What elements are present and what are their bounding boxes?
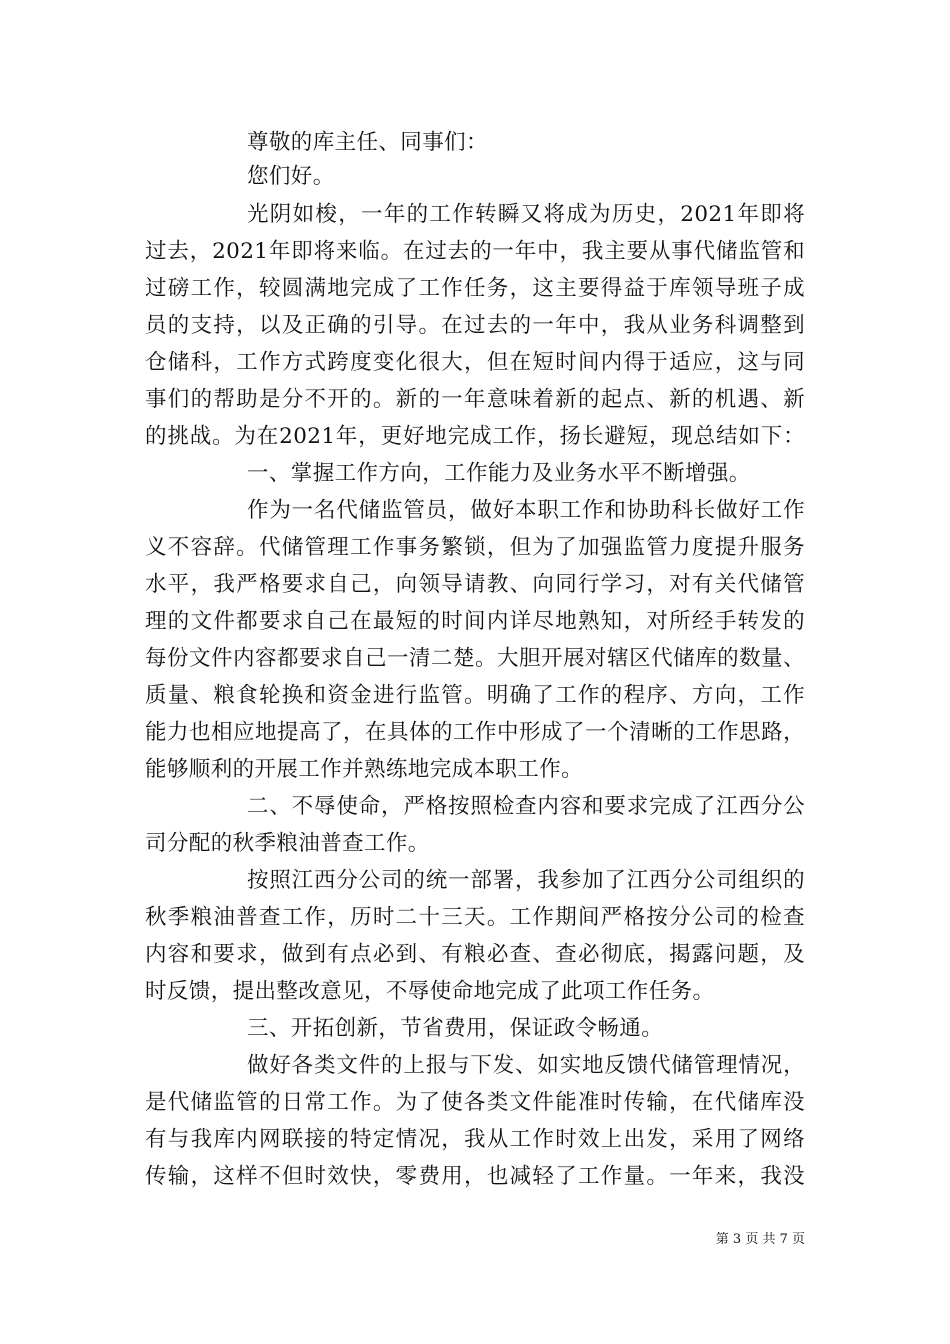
paragraph-line: 仓储科，工作方式跨度变化很大，但在短时间内得于适应，这与同	[145, 350, 805, 375]
section-heading: 二、不辱使命，严格按照检查内容和要求完成了江西分公	[247, 794, 805, 819]
paragraph-line: 做好各类文件的上报与下发、如实地反馈代储管理情况，	[247, 1053, 805, 1078]
paragraph-line: 员的支持，以及正确的引导。在过去的一年中，我从业务科调整到	[145, 313, 805, 338]
paragraph-line: 有与我库内网联接的特定情况，我从工作时效上出发，采用了网络	[145, 1127, 805, 1152]
paragraph-line: 内容和要求，做到有点必到、有粮必查、查必彻底，揭露问题，及	[145, 942, 805, 967]
paragraph-line: 时反馈，提出整改意见，不辱使命地完成了此项工作任务。	[145, 979, 715, 1004]
page-number: 第 3 页 共 7 页	[715, 1232, 805, 1247]
greeting: 您们好。	[247, 164, 335, 189]
paragraph-line: 事们的帮助是分不开的。新的一年意味着新的起点、新的机遇、新	[145, 387, 805, 412]
paragraph-line: 传输，这样不但时效快，零费用，也减轻了工作量。一年来，我没	[145, 1164, 805, 1189]
paragraph-line: 水平，我严格要求自己，向领导请教、向同行学习，对有关代储管	[145, 572, 805, 597]
paragraph-line: 是代储监管的日常工作。为了使各类文件能准时传输，在代储库没	[145, 1090, 805, 1115]
paragraph-line: 每份文件内容都要求自己一清二楚。大胆开展对辖区代储库的数量、	[145, 646, 805, 671]
section-heading: 三、开拓创新，节省费用，保证政令畅通。	[247, 1016, 664, 1041]
section-heading: 司分配的秋季粮油普查工作。	[145, 831, 430, 856]
paragraph-line: 光阴如梭，一年的工作转瞬又将成为历史，2021年即将	[247, 202, 805, 227]
paragraph-line: 按照江西分公司的统一部署，我参加了江西分公司组织的	[247, 868, 805, 893]
paragraph-line: 秋季粮油普查工作，历时二十三天。工作期间严格按分公司的检查	[145, 905, 805, 930]
paragraph-line: 过磅工作，较圆满地完成了工作任务，这主要得益于库领导班子成	[145, 276, 805, 301]
paragraph-line: 质量、粮食轮换和资金进行监管。明确了工作的程序、方向，工作	[145, 683, 805, 708]
paragraph-line: 理的文件都要求自己在最短的时间内详尽地熟知，对所经手转发的	[145, 609, 805, 634]
paragraph-line: 过去，2021年即将来临。在过去的一年中，我主要从事代储监管和	[145, 239, 805, 264]
paragraph-line: 能力也相应地提高了，在具体的工作中形成了一个清晰的工作思路，	[145, 720, 805, 745]
paragraph-line: 的挑战。为在2021年，更好地完成工作，扬长避短，现总结如下：	[145, 424, 805, 449]
paragraph-line: 作为一名代储监管员，做好本职工作和协助科长做好工作	[247, 498, 805, 523]
section-heading: 一、掌握工作方向，工作能力及业务水平不断增强。	[247, 461, 751, 486]
paragraph-line: 义不容辞。代储管理工作事务繁锁，但为了加强监管力度提升服务	[145, 535, 805, 560]
salutation: 尊敬的库主任、同事们：	[247, 130, 488, 155]
paragraph-line: 能够顺利的开展工作并熟练地完成本职工作。	[145, 757, 584, 782]
